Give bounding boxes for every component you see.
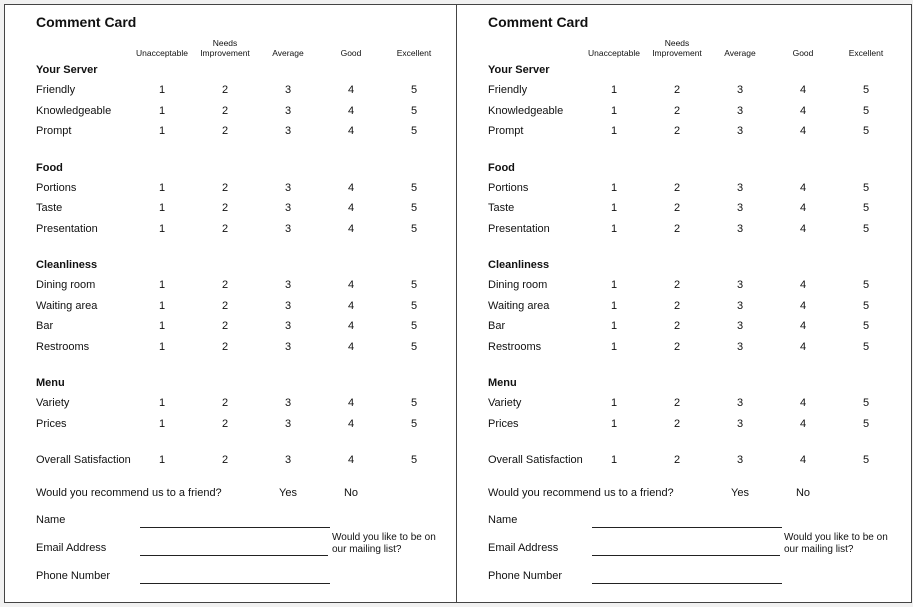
- rating-option[interactable]: 5: [862, 320, 870, 332]
- recommend-yes-option[interactable]: Yes: [279, 487, 297, 499]
- rating-option[interactable]: 5: [862, 181, 870, 194]
- rating-option[interactable]: 1: [610, 454, 618, 466]
- rating-option[interactable]: 3: [284, 417, 292, 430]
- rating-option[interactable]: 2: [673, 340, 681, 353]
- rating-option[interactable]: 3: [284, 279, 292, 291]
- rating-option[interactable]: 3: [736, 417, 744, 430]
- rating-option[interactable]: 1: [610, 84, 618, 96]
- rating-item-label: Taste: [488, 202, 515, 214]
- rating-option[interactable]: 2: [221, 125, 229, 137]
- rating-option[interactable]: 4: [347, 125, 355, 137]
- rating-option[interactable]: 5: [410, 340, 418, 353]
- recommend-no-option[interactable]: No: [343, 487, 359, 499]
- contact-field-input-line[interactable]: [140, 527, 330, 528]
- rating-option[interactable]: 2: [221, 84, 229, 96]
- rating-option[interactable]: 2: [673, 104, 681, 117]
- rating-option[interactable]: 2: [673, 417, 681, 430]
- rating-option[interactable]: 3: [736, 397, 744, 409]
- rating-option[interactable]: 1: [610, 340, 618, 353]
- rating-option[interactable]: 2: [673, 454, 681, 466]
- rating-header: Average: [724, 48, 756, 58]
- rating-option[interactable]: 3: [736, 125, 744, 137]
- rating-header: Unacceptable: [136, 48, 188, 58]
- rating-option[interactable]: 2: [221, 417, 229, 430]
- rating-header: Unacceptable: [588, 48, 640, 58]
- rating-option[interactable]: 1: [610, 125, 618, 137]
- rating-option[interactable]: 5: [862, 299, 870, 312]
- rating-option[interactable]: 4: [347, 222, 355, 235]
- rating-option[interactable]: 1: [610, 417, 618, 430]
- comment-card-left: [4, 4, 452, 601]
- rating-option[interactable]: 1: [158, 279, 166, 291]
- rating-item-label: Bar: [36, 320, 54, 332]
- rating-option[interactable]: 2: [221, 299, 229, 312]
- rating-option[interactable]: 2: [673, 202, 681, 214]
- rating-option[interactable]: 3: [284, 84, 292, 96]
- rating-option[interactable]: 5: [410, 397, 418, 409]
- rating-item-label: Presentation: [488, 222, 550, 235]
- section-heading: Your Server: [36, 64, 98, 76]
- rating-option[interactable]: 4: [347, 417, 355, 430]
- rating-option[interactable]: 5: [410, 222, 418, 235]
- contact-field-label: Phone Number: [36, 570, 110, 582]
- rating-item-label: Prices: [36, 417, 67, 430]
- rating-option[interactable]: 3: [736, 181, 744, 194]
- rating-option[interactable]: 1: [158, 222, 166, 235]
- rating-option[interactable]: 3: [284, 202, 292, 214]
- recommend-no-option[interactable]: No: [795, 487, 811, 499]
- rating-option[interactable]: 4: [799, 340, 807, 353]
- rating-item-label: Variety: [488, 397, 522, 409]
- rating-option[interactable]: 1: [610, 397, 618, 409]
- rating-option[interactable]: 2: [673, 299, 681, 312]
- mailing-list-question: Would you like to be on our mailing list?: [784, 532, 888, 555]
- contact-field-label: Name: [36, 514, 66, 526]
- rating-option[interactable]: 1: [610, 320, 618, 332]
- rating-option[interactable]: 4: [799, 417, 807, 430]
- rating-option[interactable]: 3: [736, 279, 744, 291]
- comment-card-right: [456, 4, 904, 601]
- rating-option[interactable]: 5: [862, 104, 870, 117]
- rating-option[interactable]: 1: [610, 222, 618, 235]
- rating-option[interactable]: 5: [862, 84, 870, 96]
- rating-header: Excellent: [396, 48, 432, 58]
- rating-option[interactable]: 3: [284, 181, 292, 194]
- section-heading: Food: [36, 161, 63, 174]
- rating-option[interactable]: 4: [799, 125, 807, 137]
- rating-item-label: Portions: [488, 181, 529, 194]
- rating-option[interactable]: 5: [862, 279, 870, 291]
- rating-option[interactable]: 4: [347, 202, 355, 214]
- rating-item-label: Prompt: [36, 125, 72, 137]
- section-heading: Food: [488, 161, 515, 174]
- rating-option[interactable]: 3: [284, 454, 292, 466]
- contact-field-label: Email Address: [36, 542, 107, 554]
- section-heading: Cleanliness: [488, 259, 550, 271]
- rating-option[interactable]: 1: [610, 104, 618, 117]
- rating-option[interactable]: 3: [736, 104, 744, 117]
- rating-option[interactable]: 4: [347, 397, 355, 409]
- rating-option[interactable]: 5: [862, 417, 870, 430]
- rating-option[interactable]: 3: [284, 299, 292, 312]
- rating-item-label: Variety: [36, 397, 70, 409]
- rating-option[interactable]: 3: [736, 454, 744, 466]
- rating-header: Needs Improvement: [200, 38, 250, 58]
- rating-option[interactable]: 3: [284, 320, 292, 332]
- rating-option[interactable]: 5: [862, 125, 870, 137]
- rating-item-label: Restrooms: [36, 340, 90, 353]
- rating-option[interactable]: 4: [799, 202, 807, 214]
- rating-option[interactable]: 1: [158, 125, 166, 137]
- rating-option[interactable]: 1: [610, 181, 618, 194]
- rating-option[interactable]: 2: [221, 222, 229, 235]
- rating-option[interactable]: 1: [158, 340, 166, 353]
- recommend-question: Would you recommend us to a friend?: [36, 487, 222, 499]
- rating-option[interactable]: 2: [221, 104, 229, 117]
- rating-option[interactable]: 1: [158, 320, 166, 332]
- rating-option[interactable]: 5: [410, 84, 418, 96]
- rating-header: Needs Improvement: [652, 38, 702, 58]
- rating-option[interactable]: 5: [862, 202, 870, 214]
- rating-item-label: Portions: [36, 181, 77, 194]
- rating-option[interactable]: 5: [862, 340, 870, 353]
- rating-option[interactable]: 2: [673, 181, 681, 194]
- rating-option[interactable]: 4: [347, 454, 355, 466]
- rating-item-label: Presentation: [36, 222, 98, 235]
- rating-item-label: Dining room: [36, 279, 96, 291]
- rating-option[interactable]: 2: [673, 222, 681, 235]
- rating-header: Good: [792, 48, 814, 58]
- rating-item-label: Taste: [36, 202, 63, 214]
- rating-header: Average: [272, 48, 304, 58]
- rating-option[interactable]: 3: [736, 222, 744, 235]
- rating-option[interactable]: 4: [799, 84, 807, 96]
- rating-option[interactable]: 4: [799, 222, 807, 235]
- rating-option[interactable]: 3: [284, 125, 292, 137]
- rating-header: Good: [340, 48, 362, 58]
- rating-option[interactable]: 2: [221, 340, 229, 353]
- rating-option[interactable]: 2: [221, 202, 229, 214]
- rating-item-label: Friendly: [488, 84, 528, 96]
- section-heading: Menu: [488, 377, 517, 389]
- contact-field-label: Email Address: [488, 542, 559, 554]
- rating-option[interactable]: 4: [347, 340, 355, 353]
- rating-option[interactable]: 2: [221, 181, 229, 194]
- rating-option[interactable]: 3: [736, 202, 744, 214]
- rating-option[interactable]: 3: [736, 320, 744, 332]
- rating-option[interactable]: 1: [610, 299, 618, 312]
- rating-option[interactable]: 2: [673, 397, 681, 409]
- rating-option[interactable]: 4: [347, 84, 355, 96]
- rating-option[interactable]: 3: [284, 222, 292, 235]
- rating-option[interactable]: 3: [284, 397, 292, 409]
- rating-item-label: Waiting area: [36, 299, 98, 312]
- overall-satisfaction-label: Overall Satisfaction: [36, 454, 131, 466]
- rating-option[interactable]: 1: [158, 417, 166, 430]
- rating-option[interactable]: 5: [410, 454, 418, 466]
- rating-option[interactable]: 1: [158, 202, 166, 214]
- card-title: Comment Card: [36, 14, 137, 30]
- rating-header: Excellent: [848, 48, 884, 58]
- rating-option[interactable]: 5: [410, 104, 418, 117]
- rating-option[interactable]: 4: [799, 299, 807, 312]
- contact-field-input-line[interactable]: [140, 555, 328, 556]
- rating-option[interactable]: 2: [221, 320, 229, 332]
- rating-option[interactable]: 2: [673, 84, 681, 96]
- section-heading: Your Server: [488, 64, 550, 76]
- rating-option[interactable]: 4: [799, 279, 807, 291]
- rating-option[interactable]: 1: [158, 454, 166, 466]
- rating-item-label: Friendly: [36, 84, 76, 96]
- rating-option[interactable]: 3: [736, 340, 744, 353]
- rating-option[interactable]: 1: [158, 397, 166, 409]
- rating-option[interactable]: 1: [610, 202, 618, 214]
- contact-field-label: Name: [488, 514, 518, 526]
- rating-option[interactable]: 5: [410, 320, 418, 332]
- rating-option[interactable]: 4: [799, 397, 807, 409]
- rating-option[interactable]: 1: [610, 279, 618, 291]
- rating-option[interactable]: 4: [347, 320, 355, 332]
- rating-option[interactable]: 5: [862, 397, 870, 409]
- rating-option[interactable]: 1: [158, 104, 166, 117]
- rating-option[interactable]: 3: [284, 104, 292, 117]
- rating-item-label: Bar: [488, 320, 506, 332]
- rating-option[interactable]: 4: [799, 181, 807, 194]
- rating-item-label: Knowledgeable: [488, 104, 564, 117]
- rating-option[interactable]: 4: [347, 104, 355, 117]
- rating-option[interactable]: 5: [862, 222, 870, 235]
- contact-field-input-line[interactable]: [592, 527, 782, 528]
- section-heading: Cleanliness: [36, 259, 98, 271]
- section-heading: Menu: [36, 377, 65, 389]
- rating-option[interactable]: 5: [410, 299, 418, 312]
- contact-field-label: Phone Number: [488, 570, 562, 582]
- rating-item-label: Dining room: [488, 279, 548, 291]
- rating-option[interactable]: 5: [410, 181, 418, 194]
- rating-option[interactable]: 2: [673, 320, 681, 332]
- recommend-question: Would you recommend us to a friend?: [488, 487, 674, 499]
- rating-option[interactable]: 4: [347, 181, 355, 194]
- rating-option[interactable]: 3: [736, 299, 744, 312]
- contact-field-input-line[interactable]: [592, 555, 780, 556]
- rating-option[interactable]: 4: [347, 279, 355, 291]
- rating-option[interactable]: 5: [410, 279, 418, 291]
- rating-option[interactable]: 3: [736, 84, 744, 96]
- mailing-list-question: Would you like to be on our mailing list?: [332, 532, 436, 555]
- rating-option[interactable]: 1: [158, 299, 166, 312]
- rating-option[interactable]: 1: [158, 84, 166, 96]
- rating-option[interactable]: 2: [673, 279, 681, 291]
- rating-option[interactable]: 2: [221, 397, 229, 409]
- contact-field-input-line[interactable]: [140, 583, 330, 584]
- rating-option[interactable]: 4: [799, 104, 807, 117]
- rating-option[interactable]: 1: [158, 181, 166, 194]
- rating-item-label: Prompt: [488, 125, 524, 137]
- rating-option[interactable]: 2: [221, 454, 229, 466]
- contact-field-input-line[interactable]: [592, 583, 782, 584]
- rating-option[interactable]: 4: [347, 299, 355, 312]
- rating-item-label: Prices: [488, 417, 519, 430]
- recommend-yes-option[interactable]: Yes: [731, 487, 749, 499]
- rating-item-label: Waiting area: [488, 299, 550, 312]
- rating-item-label: Knowledgeable: [36, 104, 112, 117]
- rating-option[interactable]: 5: [410, 125, 418, 137]
- rating-option[interactable]: 4: [799, 320, 807, 332]
- rating-option[interactable]: 2: [221, 279, 229, 291]
- rating-option[interactable]: 5: [410, 417, 418, 430]
- card-title: Comment Card: [488, 14, 589, 30]
- rating-option[interactable]: 3: [284, 340, 292, 353]
- rating-option[interactable]: 5: [862, 454, 870, 466]
- overall-satisfaction-label: Overall Satisfaction: [488, 454, 583, 466]
- rating-item-label: Restrooms: [488, 340, 542, 353]
- rating-option[interactable]: 5: [410, 202, 418, 214]
- rating-option[interactable]: 2: [673, 125, 681, 137]
- rating-option[interactable]: 4: [799, 454, 807, 466]
